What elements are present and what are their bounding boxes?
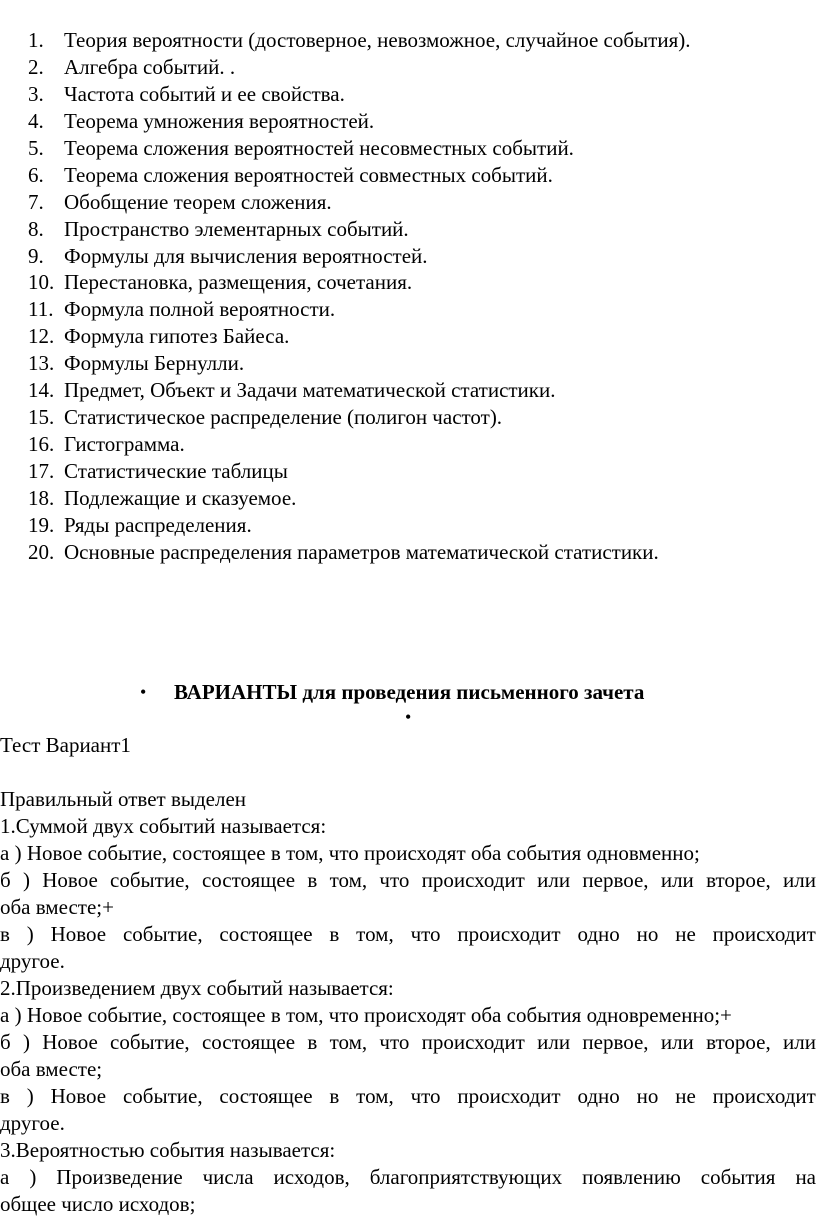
topic-number: 16. xyxy=(28,432,55,457)
topic-item xyxy=(0,27,816,54)
word: ) xyxy=(26,1084,34,1108)
word: первое, xyxy=(582,1030,649,1054)
topic-text: Статистические таблицы xyxy=(64,459,288,483)
topic-item xyxy=(0,404,816,431)
topic-item xyxy=(0,269,816,296)
topic-text: Теория вероятности (достоверное, невозможное, случайное события). xyxy=(64,28,691,52)
topic-number: 4. xyxy=(28,108,44,133)
word: событие, xyxy=(122,922,203,946)
topic-number: 11. xyxy=(28,297,54,322)
word: в xyxy=(329,1084,340,1108)
topic-item xyxy=(0,135,816,162)
word: что xyxy=(379,1030,410,1054)
topic-item xyxy=(0,243,816,270)
word: что xyxy=(410,1084,441,1108)
q1-option-c-line1 xyxy=(0,921,816,948)
topic-item xyxy=(0,350,816,377)
topic-number: 19. xyxy=(28,512,55,537)
word: состоящее xyxy=(219,922,313,946)
word: происходит xyxy=(457,922,561,946)
empty-bullet: • xyxy=(405,707,412,727)
q3-option-a-line1 xyxy=(0,1164,816,1191)
word: но xyxy=(636,1084,659,1108)
q1-option-c-line2: другое. xyxy=(0,949,65,973)
section-heading xyxy=(0,679,816,705)
word: том, xyxy=(356,1084,394,1108)
topic-item xyxy=(0,216,816,243)
topic-number: 10. xyxy=(28,270,55,295)
topic-number: 5. xyxy=(28,135,44,160)
topic-item xyxy=(0,512,816,539)
topic-text: Предмет, Объект и Задачи математической статистики. xyxy=(64,378,556,403)
topic-number: 1. xyxy=(28,28,44,52)
word: Новое xyxy=(42,868,98,892)
word: том, xyxy=(329,868,368,892)
topic-item xyxy=(0,539,816,566)
word: происходит xyxy=(457,1084,561,1108)
q3-option-a-line2: общее число исходов; xyxy=(0,1192,196,1216)
word: события xyxy=(700,1165,776,1189)
word: ) xyxy=(22,1030,30,1054)
word: б xyxy=(0,1030,11,1054)
topic-number: 7. xyxy=(28,189,44,214)
topic-item xyxy=(0,162,816,189)
word: или xyxy=(660,1030,694,1054)
word: первое, xyxy=(582,868,649,892)
word: или xyxy=(660,868,694,892)
word: или xyxy=(537,1030,571,1054)
q2-option-a: а ) Новое событие, состоящее в том, что происходят оба события одновременно;+ xyxy=(0,1003,732,1027)
word: исходов, xyxy=(273,1165,350,1189)
q2-question: 2.Произведением двух событий называется: xyxy=(0,976,394,1000)
word: Новое xyxy=(50,1084,107,1108)
topic-text: Теорема сложения вероятностей совместных событий. xyxy=(64,162,553,187)
word: появлению xyxy=(582,1165,681,1189)
q1-option-b-line1 xyxy=(0,867,816,894)
word: в xyxy=(0,922,10,946)
topic-number: 20. xyxy=(28,539,55,564)
word: в xyxy=(307,868,318,892)
word: состоящее xyxy=(219,1084,313,1108)
topic-item xyxy=(0,108,816,135)
topic-text: Формула полной вероятности. xyxy=(64,297,336,322)
topic-text: Формулы для вычисления вероятностей. xyxy=(64,243,428,268)
test-title-block xyxy=(0,732,816,759)
q1-option-b-line2: оба вместе;+ xyxy=(0,895,114,919)
word: ) xyxy=(26,922,34,946)
topic-item xyxy=(0,377,816,404)
topic-item xyxy=(0,458,816,485)
topic-number: 6. xyxy=(28,162,44,187)
topic-text: Формула гипотез Байеса. xyxy=(64,324,290,349)
topic-number: 3. xyxy=(28,81,44,106)
word: том, xyxy=(329,1030,368,1054)
topic-text: Алгебра событий. . xyxy=(64,54,236,79)
topic-number: 15. xyxy=(28,405,55,430)
q2-option-b-line1 xyxy=(0,1029,816,1056)
topic-number: 2. xyxy=(28,54,44,79)
topic-list xyxy=(0,27,816,566)
word: Новое xyxy=(42,1030,98,1054)
topic-number: 14. xyxy=(28,378,55,403)
topic-text: Частота событий и ее свойства. xyxy=(64,81,345,106)
topic-text: Основные распределения параметров математической статистики. xyxy=(64,539,659,564)
topic-number: 8. xyxy=(28,216,44,241)
topic-text: Ряды распределения. xyxy=(64,512,252,537)
word: ) xyxy=(22,868,30,892)
topic-number: 12. xyxy=(28,324,55,349)
word: происходит xyxy=(421,868,525,892)
topic-text: Теорема сложения вероятностей несовместных событий. xyxy=(64,135,574,160)
topic-item xyxy=(0,54,816,81)
word: а xyxy=(0,1165,10,1189)
heading-text: ВАРИАНТЫ для проведения письменного зачета xyxy=(174,680,645,704)
topic-text: Теорема умножения вероятностей. xyxy=(64,108,375,133)
word: что xyxy=(379,868,410,892)
word: в xyxy=(307,1030,318,1054)
word: Произведение xyxy=(56,1165,183,1189)
topic-item xyxy=(0,485,816,512)
word: происходит xyxy=(712,922,816,946)
topic-number: 13. xyxy=(28,351,55,376)
word: второе, xyxy=(706,1030,771,1054)
q3-question: 3.Вероятностью события называется: xyxy=(0,1138,336,1162)
word: ) xyxy=(29,1165,37,1189)
topic-item xyxy=(0,431,816,458)
word: событие, xyxy=(110,868,190,892)
word: что xyxy=(410,922,441,946)
q2-option-b-line2: оба вместе; xyxy=(0,1057,103,1081)
topic-number: 18. xyxy=(28,485,55,510)
topic-item xyxy=(0,189,816,216)
questions-block xyxy=(0,786,816,1218)
topic-text: Обобщение теорем сложения. xyxy=(64,189,332,214)
word: или xyxy=(783,868,816,892)
word: второе, xyxy=(706,868,771,892)
topic-item xyxy=(0,81,816,108)
word: но xyxy=(636,922,659,946)
topic-number: 9. xyxy=(28,243,44,268)
word: одно xyxy=(577,922,620,946)
q2-option-c-line2: другое. xyxy=(0,1111,65,1135)
word: благоприятствующих xyxy=(369,1165,563,1189)
test-title: Тест Вариант1 xyxy=(0,733,131,757)
topic-item xyxy=(0,296,816,323)
word: событие, xyxy=(122,1084,203,1108)
word: на xyxy=(795,1165,816,1189)
word: происходит xyxy=(712,1084,816,1108)
intro-text: Правильный ответ выделен xyxy=(0,787,247,811)
word: состоящее xyxy=(201,1030,296,1054)
topic-text: Подлежащие и сказуемое. xyxy=(64,485,297,510)
q1-option-a: а ) Новое событие, состоящее в том, что происходят оба события одновменно; xyxy=(0,841,700,865)
topic-item xyxy=(0,323,816,350)
topic-text: Формулы Бернулли. xyxy=(64,351,245,376)
word: или xyxy=(783,1030,816,1054)
word: не xyxy=(675,922,696,946)
word: в xyxy=(329,922,340,946)
word: одно xyxy=(577,1084,620,1108)
topic-text: Перестановка, размещения, сочетания. xyxy=(64,270,413,295)
topic-text: Гистограмма. xyxy=(64,432,185,457)
word: событие, xyxy=(110,1030,190,1054)
word: числа xyxy=(202,1165,254,1189)
word: не xyxy=(675,1084,696,1108)
word: состоящее xyxy=(201,868,296,892)
topic-number: 17. xyxy=(28,459,55,483)
word: происходит xyxy=(421,1030,525,1054)
word: или xyxy=(537,868,571,892)
q2-option-c-line1 xyxy=(0,1083,816,1110)
heading-bullet: • xyxy=(140,682,147,702)
topic-text: Пространство элементарных событий. xyxy=(64,216,409,241)
word: том, xyxy=(356,922,394,946)
q1-question: 1.Суммой двух событий называется: xyxy=(0,814,327,838)
word: Новое xyxy=(50,922,107,946)
word: б xyxy=(0,868,11,892)
word: в xyxy=(0,1084,10,1108)
topic-text: Статистическое распределение (полигон частот). xyxy=(64,405,503,430)
